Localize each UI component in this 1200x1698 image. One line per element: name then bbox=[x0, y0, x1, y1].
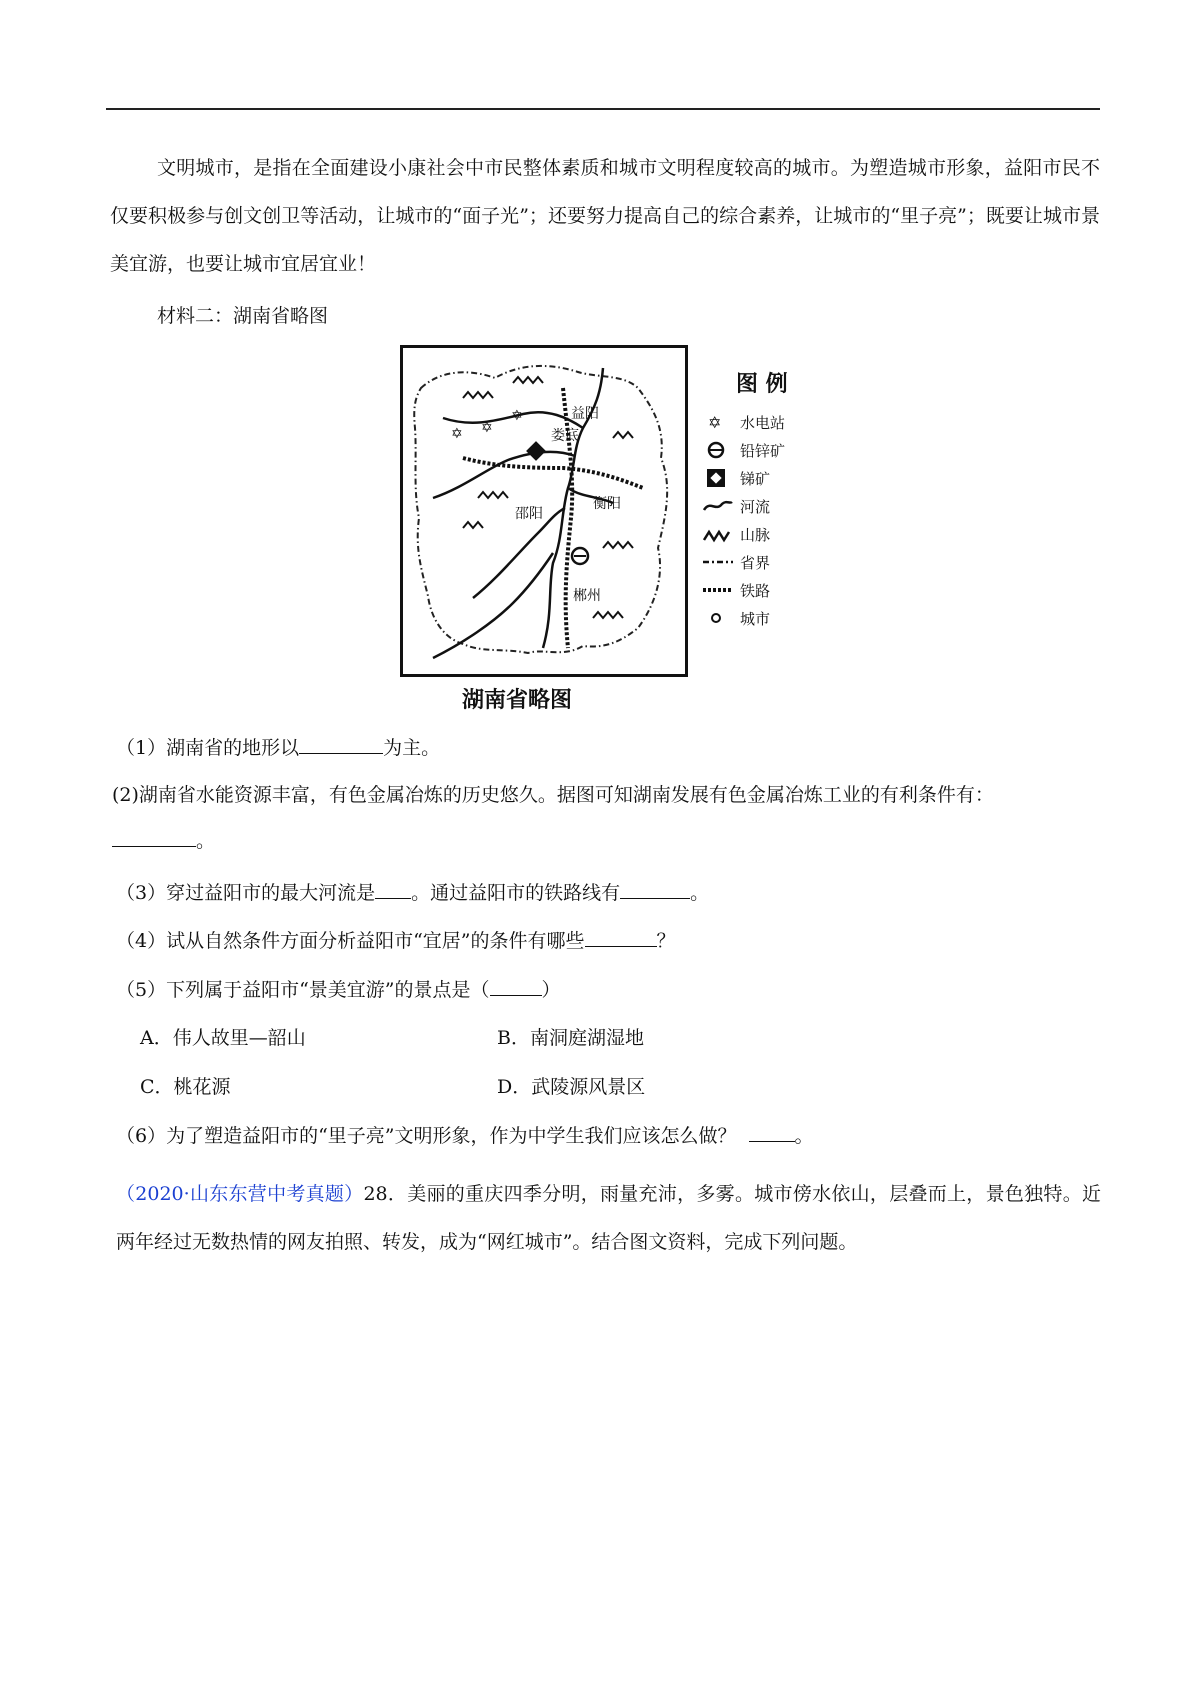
question-2-blank-line: 。 bbox=[112, 826, 215, 856]
lead-zinc-mine-icon bbox=[702, 440, 734, 460]
question-source: （2020·山东东营中考真题） bbox=[116, 1183, 364, 1205]
header-rule bbox=[106, 108, 1100, 110]
hunan-map bbox=[403, 348, 685, 674]
legend-item: 山脉 bbox=[702, 520, 822, 548]
hydro-station-icon: ✡ bbox=[511, 408, 523, 424]
legend-item: 河流 bbox=[702, 492, 822, 520]
answer-blank[interactable] bbox=[299, 735, 383, 754]
answer-blank[interactable] bbox=[585, 928, 657, 947]
question-2: (2)湖南省水能资源丰富，有色金属冶炼的历史悠久。据图可知湖南发展有色金属冶炼工业的有利条件有： bbox=[112, 784, 994, 806]
next-question bbox=[116, 1170, 1101, 1266]
question-3: （3）穿过益阳市的最大河流是 。通过益阳市的铁路线有 。 bbox=[116, 882, 710, 904]
svg-text:✡: ✡ bbox=[708, 413, 722, 432]
option-a[interactable]: A．伟人故里—韶山 bbox=[140, 1027, 306, 1049]
legend-item: 省界 bbox=[702, 548, 822, 576]
material-2-label: 材料二：湖南省略图 bbox=[157, 305, 329, 327]
antimony-mine-icon bbox=[702, 468, 734, 488]
city-label-hengyang: 衡阳 bbox=[593, 496, 621, 512]
river-icon bbox=[702, 496, 734, 516]
option-c[interactable]: C．桃花源 bbox=[140, 1076, 231, 1098]
province-border-icon bbox=[702, 552, 734, 572]
legend-item: 锑矿 bbox=[702, 464, 822, 492]
map-legend bbox=[702, 367, 822, 632]
question-6: （6）为了塑造益阳市的“里子亮”文明形象，作为中学生我们应该怎么做？ 。 bbox=[116, 1125, 814, 1147]
city-label-shaoyang: 邵阳 bbox=[515, 506, 543, 522]
legend-item: 铁路 bbox=[702, 576, 822, 604]
city-label-chenzhou: 郴州 bbox=[573, 588, 601, 604]
city-icon bbox=[702, 608, 734, 628]
hydro-station-icon: ✡ bbox=[481, 420, 493, 436]
answer-blank[interactable] bbox=[749, 1123, 795, 1142]
answer-blank[interactable] bbox=[112, 828, 196, 847]
legend-item: ✡ 水电站 bbox=[702, 408, 822, 436]
city-label-yiyang: 益阳 bbox=[571, 406, 599, 422]
answer-blank[interactable] bbox=[490, 977, 542, 996]
city-label-loudi: 娄底 bbox=[551, 428, 579, 444]
option-d[interactable]: D．武陵源风景区 bbox=[497, 1076, 646, 1098]
answer-blank[interactable] bbox=[620, 880, 690, 899]
railway-icon bbox=[702, 580, 734, 600]
hunan-map-figure bbox=[400, 345, 820, 715]
answer-blank[interactable] bbox=[375, 880, 411, 899]
map-frame bbox=[400, 345, 688, 677]
railway bbox=[463, 458, 643, 488]
question-28-text: 28．美丽的重庆四季分明，雨量充沛，多雾。城市傍水依山，层叠而上，景色独特。近两年经过无数热情的网友拍照、转发，成为“网红城市”。结合图文资料，完成下列问题。 bbox=[116, 1183, 1101, 1253]
legend-item: 铅锌矿 bbox=[702, 436, 822, 464]
antimony-mine-icon bbox=[526, 441, 546, 461]
mountain-icon bbox=[702, 524, 734, 544]
railway bbox=[563, 388, 572, 648]
option-b[interactable]: B．南洞庭湖湿地 bbox=[497, 1027, 644, 1049]
intro-text: 文明城市，是指在全面建设小康社会中市民整体素质和城市文明程度较高的城市。为塑造城市形象，益阳市民不仅要积极参与创文创卫等活动，让城市的“面子光”；还要努力提高自己的综合素养，让城市的“里子亮”；既要让城市景美宜游，也要让城市宜居宜业！ bbox=[110, 157, 1100, 275]
question-1: （1）湖南省的地形以 为主。 bbox=[116, 737, 441, 759]
legend-title: 图 例 bbox=[736, 372, 788, 397]
question-4: （4）试从自然条件方面分析益阳市“宜居”的条件有哪些 ？ bbox=[116, 930, 676, 952]
hydro-station-icon: ✡ bbox=[451, 426, 463, 442]
hydro-station-icon bbox=[702, 412, 734, 432]
question-5: （5）下列属于益阳市“景美宜游”的景点是（ ） bbox=[116, 979, 561, 1001]
legend-item: 城市 bbox=[702, 604, 822, 632]
map-caption: 湖南省略图 bbox=[462, 688, 573, 713]
intro-paragraph bbox=[110, 144, 1100, 288]
